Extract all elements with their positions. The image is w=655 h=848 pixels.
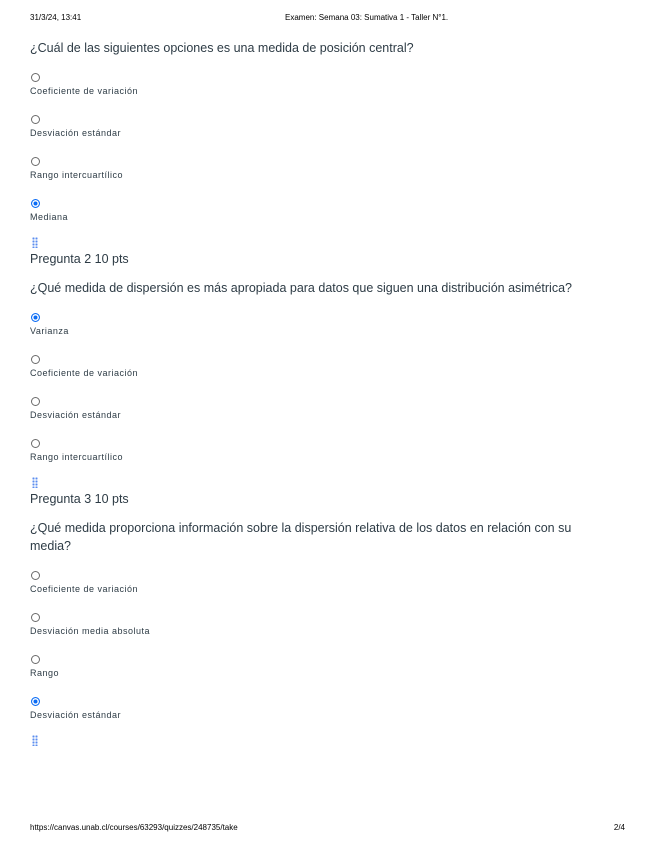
- question-2-text: ¿Qué medida de dispersión es más apropiada para datos que siguen una distribución asimétrica?: [30, 281, 572, 295]
- radio-button[interactable]: [31, 355, 40, 364]
- answer-label: Rango intercuartílico: [30, 452, 124, 462]
- answer-label: Mediana: [30, 212, 69, 222]
- radio-button[interactable]: [31, 115, 40, 124]
- answer-3-1[interactable]: [30, 571, 620, 595]
- answer-label: Desviación estándar: [30, 710, 122, 720]
- answer-label: Desviación media absoluta: [30, 626, 151, 636]
- radio-button[interactable]: [31, 157, 40, 166]
- radio-button-selected[interactable]: [31, 313, 40, 322]
- print-page-number: 2/4: [613, 823, 625, 832]
- answer-label: Coeficiente de variación: [30, 584, 139, 594]
- answer-1-2[interactable]: [30, 115, 620, 139]
- answer-3-4[interactable]: [30, 697, 620, 721]
- print-date: 31/3/24, 13:41: [30, 13, 82, 22]
- radio-button[interactable]: [31, 439, 40, 448]
- answer-1-3[interactable]: [30, 157, 620, 181]
- answer-2-4[interactable]: [30, 439, 620, 463]
- print-url: https://canvas.unab.cl/courses/63293/quizzes/248735/take: [30, 823, 238, 832]
- answer-label: Coeficiente de variación: [30, 86, 139, 96]
- answer-2-1[interactable]: [30, 313, 620, 337]
- answer-label: Rango: [30, 668, 60, 678]
- question-1-text: ¿Cuál de las siguientes opciones es una medida de posición central?: [30, 41, 414, 55]
- quiz-content: [30, 39, 620, 746]
- print-footer: [30, 823, 625, 835]
- answer-label: Desviación estándar: [30, 410, 122, 420]
- question-2-header: Pregunta 2 10 pts: [30, 252, 129, 266]
- radio-button[interactable]: [31, 397, 40, 406]
- print-header: [30, 13, 625, 25]
- answer-2-2[interactable]: [30, 355, 620, 379]
- question-3-header: Pregunta 3 10 pts: [30, 492, 129, 506]
- answer-3-3[interactable]: [30, 655, 620, 679]
- answer-label: Coeficiente de variación: [30, 368, 139, 378]
- radio-button[interactable]: [31, 571, 40, 580]
- answer-label: Desviación estándar: [30, 128, 122, 138]
- radio-button[interactable]: [31, 655, 40, 664]
- answer-2-3[interactable]: [30, 397, 620, 421]
- radio-button[interactable]: [31, 73, 40, 82]
- drag-handle-icon[interactable]: [32, 735, 38, 746]
- print-title: Examen: Semana 03: Sumativa 1 - Taller N°1.: [285, 13, 449, 22]
- answer-1-4[interactable]: [30, 199, 620, 223]
- drag-handle-icon[interactable]: [32, 477, 38, 488]
- radio-button[interactable]: [31, 613, 40, 622]
- question-3-text: ¿Qué medida proporciona información sobre la dispersión relativa de los datos en relación con su media?: [30, 521, 572, 553]
- radio-button-selected[interactable]: [31, 697, 40, 706]
- answer-label: Rango intercuartílico: [30, 170, 124, 180]
- drag-handle-icon[interactable]: [32, 237, 38, 248]
- radio-button-selected[interactable]: [31, 199, 40, 208]
- answer-1-1[interactable]: [30, 73, 620, 97]
- answer-3-2[interactable]: [30, 613, 620, 637]
- answer-label: Varianza: [30, 326, 69, 336]
